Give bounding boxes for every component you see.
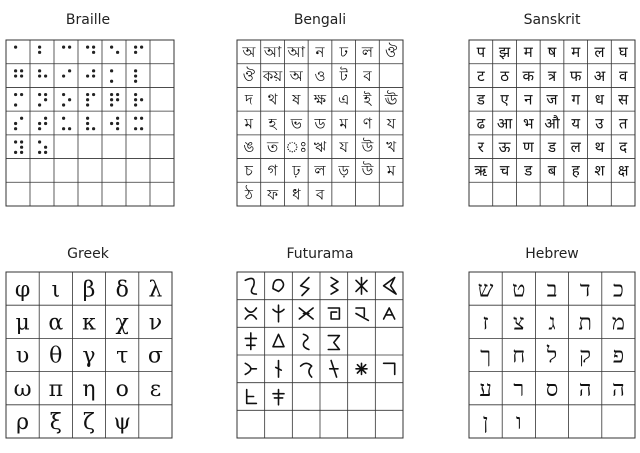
glyph-cell: ל — [546, 343, 558, 369]
braille-dot — [86, 46, 89, 49]
braille-dot — [86, 93, 89, 96]
futurama-glyph — [301, 363, 312, 377]
panel-grid-greek — [6, 272, 172, 438]
futurama-glyph — [301, 278, 309, 296]
braille-dot — [14, 122, 17, 125]
futurama-glyph — [299, 308, 313, 319]
braille-dot — [116, 122, 119, 125]
braille-dot — [68, 98, 71, 101]
glyph-cell: π — [48, 376, 64, 402]
glyph-cell: আ — [263, 43, 282, 62]
braille-dot — [110, 98, 113, 101]
glyph-cell: ল — [361, 43, 374, 62]
glyph-cell: ת — [578, 310, 592, 336]
glyph-cell: ע — [479, 376, 492, 402]
glyph-cell: ড় — [338, 161, 350, 180]
glyph-cell: ढ — [476, 114, 486, 133]
futurama-glyph — [328, 308, 339, 319]
braille-cell — [62, 117, 71, 131]
glyph-cell: भ — [523, 114, 534, 133]
glyph-cell: ঠ — [244, 185, 253, 204]
glyph-cell: ल — [570, 137, 581, 156]
braille-dot — [86, 122, 89, 125]
glyph-cell: झ — [498, 43, 511, 62]
glyph-cell: त्र — [547, 66, 557, 85]
glyph-cell: ο — [115, 376, 129, 402]
glyph-cell: ד — [579, 277, 591, 303]
glyph-cell: ह — [571, 161, 580, 180]
glyph-cell: χ — [115, 310, 129, 336]
glyph-cell: ব — [363, 66, 372, 85]
glyph-cell: ट — [477, 66, 485, 85]
braille-dot — [62, 46, 65, 49]
futurama-glyph — [273, 390, 284, 405]
futurama-glyph — [384, 278, 397, 295]
braille-dot — [44, 151, 47, 154]
panel-title-greek: Greek — [67, 246, 109, 262]
braille-dot — [20, 146, 23, 149]
futurama-glyph — [384, 308, 395, 319]
braille-dot — [134, 127, 137, 130]
braille-dot — [14, 127, 17, 130]
glyph-cell: व — [618, 66, 628, 85]
braille-cell — [110, 69, 113, 83]
glyph-cell: ז — [482, 310, 489, 336]
glyph-cell: ן — [482, 410, 489, 436]
glyph-cell: ঢ় — [292, 161, 301, 180]
panel-grid-braille — [6, 40, 174, 206]
glyph-cell: ণ — [362, 114, 372, 133]
braille-dot — [110, 80, 113, 83]
glyph-cell: ল — [314, 161, 326, 180]
braille-dot — [38, 103, 41, 106]
braille-dot — [134, 69, 137, 72]
glyph-cell: ব — [315, 185, 325, 204]
glyph-cell: श — [594, 161, 605, 180]
glyph-cell: ρ — [16, 410, 30, 436]
braille-dot — [110, 103, 113, 106]
braille-dot — [92, 69, 95, 72]
glyph-cell: ন — [315, 43, 325, 62]
braille-dot — [38, 122, 41, 125]
glyph-cell: अ — [593, 66, 606, 85]
glyph-cell: म — [523, 43, 533, 62]
glyph-cell: ב — [546, 277, 558, 303]
glyph-cell: ঔ — [242, 66, 256, 85]
braille-cell — [38, 69, 47, 77]
panel-grid-futurama — [237, 272, 403, 438]
glyph-cell: ঔ — [384, 43, 398, 62]
braille-dot — [92, 127, 95, 130]
braille-cell — [86, 93, 95, 107]
futurama-glyph — [245, 308, 256, 319]
braille-dot — [134, 51, 137, 54]
braille-dot — [68, 127, 71, 130]
glyph-cell: ফ — [267, 185, 279, 204]
glyph-cell: म — [571, 43, 581, 62]
glyph-cell: क्ष — [617, 161, 629, 180]
braille-dot — [20, 117, 23, 120]
glyph-cell: গ — [267, 161, 278, 180]
glyph-cell: ג — [548, 310, 556, 336]
braille-dot — [44, 117, 47, 120]
glyph-cell: च — [499, 161, 510, 180]
glyph-cell: ι — [51, 277, 61, 303]
glyph-cell: হ — [268, 114, 277, 133]
glyph-cell: כ — [613, 277, 624, 303]
braille-dot — [140, 46, 143, 49]
braille-dot — [92, 46, 95, 49]
braille-cell — [14, 69, 23, 77]
glyph-cell: ऋ — [474, 161, 488, 180]
braille-cell — [14, 93, 23, 107]
glyph-cell: চ — [244, 161, 253, 180]
braille-dot — [38, 46, 41, 49]
glyph-cell: थ — [594, 137, 605, 156]
braille-dot — [62, 127, 65, 130]
braille-dot — [134, 46, 137, 49]
glyph-cell: घ — [618, 43, 628, 62]
glyph-cell: ও — [314, 66, 326, 85]
glyph-cell: φ — [14, 277, 31, 303]
braille-dot — [20, 74, 23, 77]
glyph-cell: θ — [49, 343, 63, 369]
braille-dot — [86, 98, 89, 101]
glyph-cell: ק — [579, 343, 592, 369]
glyph-cell: উ — [361, 137, 374, 156]
braille-cell — [134, 93, 143, 107]
braille-dot — [116, 127, 119, 130]
braille-dot — [14, 93, 17, 96]
braille-cell — [86, 117, 95, 131]
braille-dot — [14, 151, 17, 154]
braille-dot — [20, 69, 23, 72]
glyph-cell: δ — [115, 277, 129, 303]
glyph-cell: কয় — [262, 66, 283, 85]
braille-dot — [68, 69, 71, 72]
glyph-cell: ך — [480, 343, 492, 369]
glyph-cell: फ — [569, 66, 582, 85]
braille-dot — [68, 46, 71, 49]
braille-dot — [44, 74, 47, 77]
braille-dot — [140, 127, 143, 130]
braille-dot — [140, 117, 143, 120]
futurama-glyph — [356, 308, 368, 320]
futurama-glyph — [330, 361, 338, 378]
glyph-cell: ম — [244, 114, 254, 133]
glyph-cell: υ — [15, 343, 30, 369]
braille-dot — [134, 93, 137, 96]
glyph-cell: ड — [547, 137, 557, 156]
futurama-glyph — [328, 336, 339, 350]
glyph-cell: ग — [571, 90, 580, 109]
braille-cell — [14, 46, 17, 49]
glyph-cell: צ — [513, 310, 525, 336]
braille-cell — [86, 69, 95, 77]
glyph-cell: ऊ — [498, 137, 511, 156]
braille-dot — [14, 140, 17, 143]
glyph-cell: λ — [148, 277, 163, 303]
braille-dot — [44, 98, 47, 101]
glyph-cell: प — [476, 43, 486, 62]
panel-grid-sanskrit — [469, 40, 635, 206]
glyph-cell: ঊ — [384, 90, 398, 109]
glyph-cell: ज — [546, 90, 558, 109]
braille-cell — [38, 46, 41, 54]
braille-cell — [38, 140, 47, 154]
glyph-cell: ν — [148, 310, 163, 336]
braille-dot — [44, 146, 47, 149]
braille-dot — [62, 117, 65, 120]
braille-cell — [14, 117, 23, 131]
glyph-cell: μ — [15, 310, 30, 336]
futurama-glyph — [273, 334, 284, 346]
glyph-cell: দ — [244, 90, 253, 109]
glyph-cell: ε — [149, 376, 162, 402]
glyph-cell: ו — [515, 410, 522, 436]
futurama-glyph — [273, 280, 283, 292]
braille-dot — [38, 93, 41, 96]
glyph-cell: ध — [594, 90, 605, 109]
braille-dot — [38, 140, 41, 143]
futurama-glyph — [276, 361, 282, 378]
braille-dot — [20, 93, 23, 96]
braille-dot — [134, 117, 137, 120]
futurama-glyph — [273, 305, 284, 322]
glyph-cell: অ — [242, 43, 256, 62]
braille-dot — [110, 46, 113, 49]
braille-dot — [38, 51, 41, 54]
braille-cell — [62, 46, 71, 49]
glyph-cell: מ — [611, 310, 625, 336]
braille-dot — [116, 117, 119, 120]
braille-dot — [134, 74, 137, 77]
glyph-cell: য — [386, 114, 396, 133]
braille-dot — [44, 122, 47, 125]
glyph-cell: ত — [266, 137, 279, 156]
braille-dot — [38, 127, 41, 130]
braille-dot — [134, 103, 137, 106]
futurama-glyph — [303, 334, 309, 349]
braille-dot — [14, 103, 17, 106]
braille-dot — [110, 69, 113, 72]
braille-dot — [62, 103, 65, 106]
braille-dot — [110, 93, 113, 96]
glyph-cell: त — [618, 114, 628, 133]
glyph-cell: ট — [339, 66, 348, 85]
braille-dot — [62, 74, 65, 77]
glyph-cell: ש — [477, 277, 494, 303]
glyph-cell: ম — [339, 114, 348, 133]
glyph-cell: ष — [547, 43, 557, 62]
braille-dot — [134, 80, 137, 83]
glyph-cell: स — [618, 90, 629, 109]
braille-dot — [92, 93, 95, 96]
glyph-cell: খ — [386, 137, 397, 156]
braille-dot — [140, 98, 143, 101]
braille-dot — [14, 74, 17, 77]
glyph-cell: ড — [314, 114, 326, 133]
glyph-cell: ক্ষ — [313, 90, 327, 109]
braille-cell — [134, 46, 143, 54]
futurama-glyph — [247, 390, 257, 404]
braille-dot — [110, 122, 113, 125]
glyph-cell: η — [82, 376, 96, 402]
braille-cell — [86, 46, 95, 54]
glyph-cell: ड — [476, 90, 485, 109]
glyph-cell: आ — [496, 114, 513, 133]
braille-dot — [116, 93, 119, 96]
panel-title-futurama: Futurama — [286, 246, 354, 262]
glyph-cell: ঢ — [339, 43, 348, 62]
braille-dot — [20, 140, 23, 143]
braille-cell — [62, 69, 71, 77]
braille-cell — [110, 117, 119, 131]
braille-dot — [86, 74, 89, 77]
futurama-glyph — [245, 333, 256, 350]
glyph-cell: ה — [578, 376, 592, 402]
glyph-cell: ঙ — [243, 137, 255, 156]
glyph-cell: ঋ — [313, 137, 327, 156]
grid-border — [6, 40, 174, 206]
futurama-glyph — [356, 363, 367, 374]
braille-dot — [92, 51, 95, 54]
braille-cell — [134, 117, 143, 131]
braille-dot — [38, 151, 41, 154]
glyph-cell: ভ — [290, 114, 302, 133]
glyph-cell: ম — [386, 161, 396, 180]
glyph-cell: ζ — [83, 410, 95, 436]
glyph-cell: α — [48, 310, 64, 336]
futurama-glyph — [384, 363, 395, 374]
panel-grid-bengali — [237, 40, 403, 206]
futurama-glyph — [331, 278, 338, 295]
braille-dot — [116, 51, 119, 54]
braille-dot — [14, 46, 17, 49]
glyph-cell: ס — [545, 376, 559, 402]
glyph-cell: उ — [595, 114, 604, 133]
glyph-cell: ठ — [500, 66, 509, 85]
braille-dot — [86, 103, 89, 106]
futurama-glyph — [356, 278, 367, 295]
futurama-glyph — [245, 363, 256, 374]
glyph-cell: ই — [363, 90, 372, 109]
glyph-cell: আ — [287, 43, 306, 62]
glyph-cell: γ — [82, 343, 96, 369]
braille-cell — [134, 69, 137, 83]
glyph-cell: এ — [338, 90, 350, 109]
glyph-cell: ধ — [292, 185, 301, 204]
braille-dot — [116, 98, 119, 101]
braille-dot — [38, 69, 41, 72]
glyph-cell: ल — [594, 43, 605, 62]
futurama-glyph — [245, 278, 256, 294]
braille-dot — [44, 93, 47, 96]
glyph-cell: र — [477, 137, 484, 156]
braille-dot — [62, 93, 65, 96]
braille-cell — [38, 93, 47, 107]
panel-title-sanskrit: Sanskrit — [523, 12, 581, 28]
glyph-cell: য — [339, 137, 349, 156]
glyph-cell: σ — [147, 343, 163, 369]
glyph-cell: ח — [512, 343, 526, 369]
braille-cell — [110, 46, 119, 54]
panel-title-braille: Braille — [65, 12, 111, 28]
glyph-cell: द — [619, 137, 628, 156]
glyph-cell: উ — [361, 161, 374, 180]
glyph-cell: ঃ — [285, 137, 308, 156]
glyph-cell: ण — [522, 137, 534, 156]
braille-dot — [86, 127, 89, 130]
glyph-cell: ט — [512, 277, 526, 303]
braille-dot — [86, 117, 89, 120]
glyph-cell: ए — [500, 90, 509, 109]
panel-grid-hebrew — [469, 272, 635, 438]
glyph-cell: ψ — [113, 410, 131, 436]
braille-cell — [14, 140, 23, 154]
glyph-cell: औ — [544, 114, 560, 133]
braille-dot — [20, 151, 23, 154]
glyph-cell: τ — [116, 343, 129, 369]
glyph-cell: פ — [612, 343, 625, 369]
glyph-cell: κ — [82, 310, 96, 336]
glyph-cell: থ — [267, 90, 278, 109]
braille-cell — [62, 93, 71, 107]
glyph-cell: ब — [547, 161, 557, 180]
glyph-cell: অ — [289, 66, 303, 85]
glyph-cell: न — [524, 90, 533, 109]
glyph-cell: ר — [513, 376, 525, 402]
glyph-cell: ω — [13, 376, 32, 402]
panel-title-bengali: Bengali — [293, 12, 347, 28]
glyph-cell: ה — [612, 376, 625, 402]
glyph-cell: य — [571, 114, 581, 133]
glyph-cell: ξ — [49, 410, 62, 436]
braille-dot — [92, 74, 95, 77]
panel-title-hebrew: Hebrew — [525, 246, 579, 262]
glyph-cell: β — [82, 277, 96, 303]
glyph-cell: ষ — [292, 90, 301, 109]
braille-dot — [14, 69, 17, 72]
braille-dot — [38, 74, 41, 77]
glyph-cell: क — [522, 66, 535, 85]
braille-cell — [38, 117, 47, 131]
braille-dot — [134, 98, 137, 101]
braille-cell — [110, 93, 119, 107]
glyph-cell: ड — [524, 161, 533, 180]
